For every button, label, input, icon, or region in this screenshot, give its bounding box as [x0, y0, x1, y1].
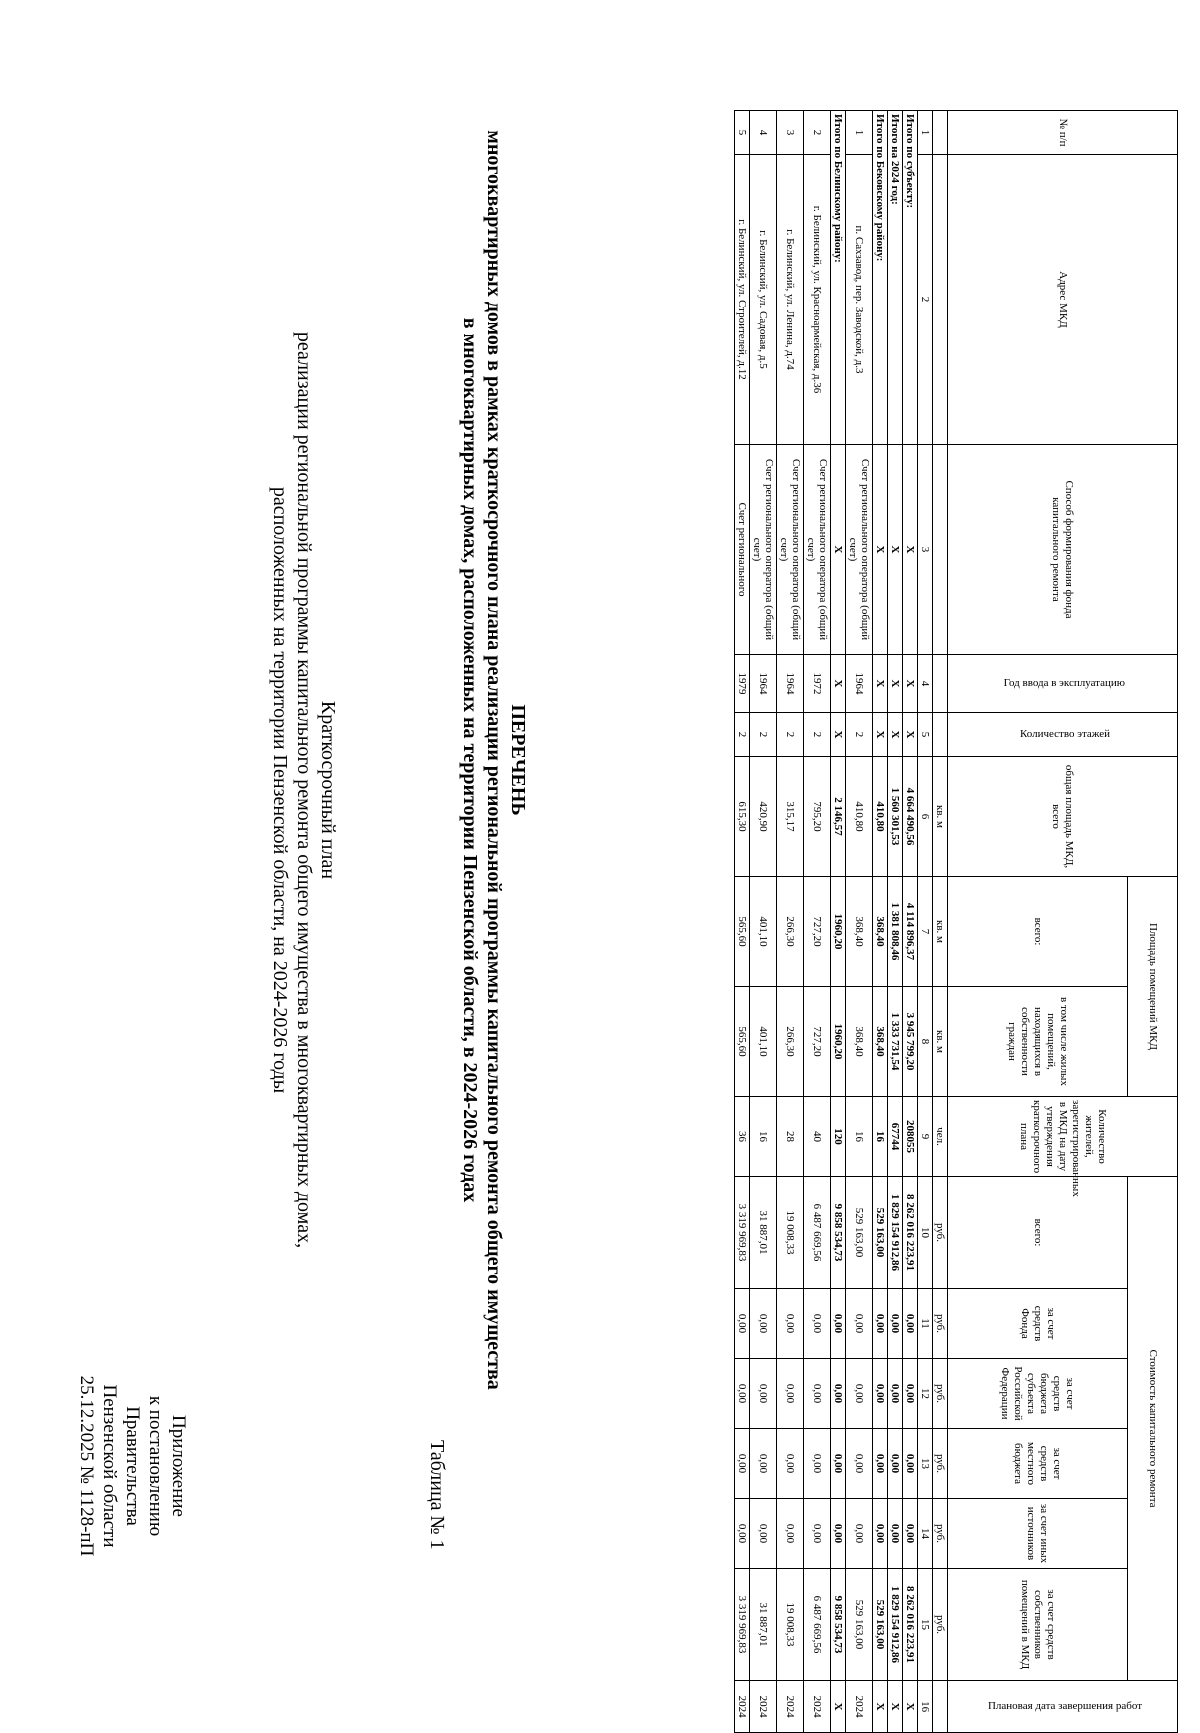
- table-row: [804, 111, 831, 1733]
- list-title: [458, 80, 530, 1440]
- cell-year: Х: [873, 655, 888, 713]
- unit-cell: чел.: [933, 1097, 948, 1177]
- appendix-line: к постановлению Правительства: [122, 1395, 166, 1537]
- plan-title-line: расположенных на территории Пензенской области, на 2024-2026 годы: [269, 486, 291, 1094]
- cell-total-area: 410,80: [873, 757, 888, 877]
- cell-residential: 727,20: [804, 987, 831, 1097]
- cell-residential: 3 945 799,20: [903, 987, 918, 1097]
- cell-total-area: 315,17: [777, 757, 804, 877]
- cell-premises: 1 381 808,46: [888, 877, 903, 987]
- cell-residential: 565,60: [735, 987, 750, 1097]
- cell-year: 1964: [750, 655, 777, 713]
- cell-federal: 0,00: [888, 1359, 903, 1429]
- cell-total-area: 615,30: [735, 757, 750, 877]
- column-number-cell: 7: [918, 877, 933, 987]
- plan-title-line: Краткосрочный план: [317, 700, 339, 880]
- col-header-premises-residential: в том числе жилых помещений, находящихся в собственности граждан: [948, 987, 1128, 1097]
- col-header-cost-federal: за счет средств бюджета субъекта Российской Федерации: [948, 1359, 1128, 1429]
- cell-fund: 0,00: [735, 1289, 750, 1359]
- cell-end: 2024: [735, 1681, 750, 1733]
- table-body: [735, 111, 918, 1733]
- row-label: Итого по Белинскому району:: [831, 111, 846, 445]
- cell-premises: 727,20: [804, 877, 831, 987]
- cell-residential: 1960,20: [831, 987, 846, 1097]
- cell-residents: 28: [777, 1097, 804, 1177]
- row-address: г. Белинский, ул. Красноармейская, д.36: [804, 155, 831, 445]
- appendix-line: Приложение: [168, 1415, 189, 1517]
- unit-cell: кв. м: [933, 877, 948, 987]
- appendix-block: [75, 1336, 190, 1596]
- cell-floors: Х: [903, 713, 918, 757]
- cell-cost-total: 9 858 534,73: [831, 1177, 846, 1289]
- cell-other: 0,00: [750, 1499, 777, 1569]
- cell-total-area: 1 560 301,53: [888, 757, 903, 877]
- column-number-cell: 16: [918, 1681, 933, 1733]
- column-numbers-row: [918, 111, 933, 1733]
- cell-fund: 0,00: [903, 1289, 918, 1359]
- col-header-cost-fund: за счет средств Фонда: [948, 1289, 1128, 1359]
- cell-year: 1964: [846, 655, 873, 713]
- col-header-cost-other: за счет иных источников: [948, 1499, 1128, 1569]
- table-row: [777, 111, 804, 1733]
- cell-owners: 8 262 016 223,91: [903, 1569, 918, 1681]
- cell-owners: 6 487 669,56: [804, 1569, 831, 1681]
- cell-local: 0,00: [846, 1429, 873, 1499]
- column-number-cell: 1: [918, 111, 933, 155]
- cell-floors: Х: [873, 713, 888, 757]
- cell-residential: 368,40: [873, 987, 888, 1097]
- cell-total-area: 410,80: [846, 757, 873, 877]
- col-header-premises-area: Площадь помещений МКД: [1128, 877, 1178, 1097]
- cell-other: 0,00: [903, 1499, 918, 1569]
- col-header-cost-total: всего:: [948, 1177, 1128, 1289]
- cell-residents: 67744: [888, 1097, 903, 1177]
- cell-method: Х: [888, 445, 903, 655]
- cell-total-area: 4 664 490,56: [903, 757, 918, 877]
- cell-local: 0,00: [873, 1429, 888, 1499]
- cell-cost-total: 8 262 016 223,91: [903, 1177, 918, 1289]
- cell-federal: 0,00: [846, 1359, 873, 1429]
- cell-end: 2024: [804, 1681, 831, 1733]
- unit-cell: руб.: [933, 1359, 948, 1429]
- list-title-line: многоквартирных домов в рамках краткосрочного плана реализации региональной программы капитального ремонта общего имущества: [483, 130, 505, 1390]
- cell-other: 0,00: [831, 1499, 846, 1569]
- row-number: 5: [735, 111, 750, 155]
- col-header-year: [948, 655, 1178, 713]
- cell-residential: 368,40: [846, 987, 873, 1097]
- cell-end: Х: [831, 1681, 846, 1733]
- row-address: г. Белинский, ул. Строителей, д.12: [735, 155, 750, 445]
- col-header-cost-owners: за счет средств собственников помещений в МКД: [948, 1569, 1128, 1681]
- unit-cell: руб.: [933, 1289, 948, 1359]
- row-label: Итого на 2024 год:: [888, 111, 903, 445]
- cell-floors: 2: [804, 713, 831, 757]
- cell-total-area: 2 146,57: [831, 757, 846, 877]
- appendix-line: 25.12.2025 № 1128-пП: [76, 1375, 97, 1557]
- col-header-year-text: Год ввода в эксплуатацию: [1003, 677, 1126, 689]
- table-row: [873, 111, 888, 1733]
- col-header-end-date: [948, 1681, 1178, 1733]
- cell-year: 1964: [777, 655, 804, 713]
- cell-federal: 0,00: [804, 1359, 831, 1429]
- cell-other: 0,00: [777, 1499, 804, 1569]
- cell-residents: 40: [804, 1097, 831, 1177]
- unit-cell: кв. м: [933, 757, 948, 877]
- cell-local: 0,00: [777, 1429, 804, 1499]
- cell-residents: 16: [873, 1097, 888, 1177]
- column-number-cell: 5: [918, 713, 933, 757]
- cell-owners: 31 887,01: [750, 1569, 777, 1681]
- cell-method: Х: [831, 445, 846, 655]
- cell-fund: 0,00: [873, 1289, 888, 1359]
- column-number-cell: 13: [918, 1429, 933, 1499]
- cell-residents: 36: [735, 1097, 750, 1177]
- plan-title: [268, 200, 340, 1380]
- cell-end: 2024: [846, 1681, 873, 1733]
- col-header-method: Способ формирования фонда капитального ремонта: [948, 445, 1178, 655]
- table-row: [903, 111, 918, 1733]
- cell-federal: 0,00: [750, 1359, 777, 1429]
- cell-method: Счет регионального оператора (общий счет): [777, 445, 804, 655]
- cell-federal: 0,00: [873, 1359, 888, 1429]
- row-label: Итого по Бековскому району:: [873, 111, 888, 445]
- row-number: 4: [750, 111, 777, 155]
- cell-floors: Х: [888, 713, 903, 757]
- column-number-cell: 2: [918, 155, 933, 445]
- cell-federal: 0,00: [831, 1359, 846, 1429]
- unit-cell: руб.: [933, 1499, 948, 1569]
- row-label: Итого по субъекту:: [903, 111, 918, 445]
- cell-method: Счет регионального оператора (общий счет): [804, 445, 831, 655]
- col-header-total-area: общая площадь МКД, всего: [948, 757, 1178, 877]
- unit-cell: руб.: [933, 1429, 948, 1499]
- cell-federal: 0,00: [903, 1359, 918, 1429]
- table-row: [831, 111, 846, 1733]
- column-number-cell: 4: [918, 655, 933, 713]
- cell-fund: 0,00: [888, 1289, 903, 1359]
- column-number-cell: 14: [918, 1499, 933, 1569]
- cell-other: 0,00: [804, 1499, 831, 1569]
- cell-other: 0,00: [735, 1499, 750, 1569]
- column-number-cell: 8: [918, 987, 933, 1097]
- cell-fund: 0,00: [777, 1289, 804, 1359]
- unit-cell: [933, 1681, 948, 1733]
- cell-cost-total: 6 487 669,56: [804, 1177, 831, 1289]
- cell-premises: 1960,20: [831, 877, 846, 987]
- cell-fund: 0,00: [846, 1289, 873, 1359]
- table-row: [735, 111, 750, 1733]
- table-row: [888, 111, 903, 1733]
- col-header-floors-text: Количество этажей: [1019, 728, 1110, 740]
- unit-cell: [933, 111, 948, 155]
- row-number: 1: [846, 111, 873, 155]
- cell-fund: 0,00: [804, 1289, 831, 1359]
- cell-federal: 0,00: [777, 1359, 804, 1429]
- cell-year: Х: [831, 655, 846, 713]
- row-address: г. Белинский, ул. Ленина, д.74: [777, 155, 804, 445]
- appendix-line: Пензенской области: [99, 1384, 120, 1548]
- cell-local: 0,00: [735, 1429, 750, 1499]
- cell-method: Счет регионального оператора (общий счет): [846, 445, 873, 655]
- cell-cost-total: 3 319 969,83: [735, 1177, 750, 1289]
- cell-owners: 1 829 154 912,86: [888, 1569, 903, 1681]
- table-row: [846, 111, 873, 1733]
- unit-cell: кв. м: [933, 987, 948, 1097]
- column-number-cell: 11: [918, 1289, 933, 1359]
- cell-residents: 208055: [903, 1097, 918, 1177]
- cell-owners: 19 008,33: [777, 1569, 804, 1681]
- cell-residents: 120: [831, 1097, 846, 1177]
- cell-method: Счет регионального: [735, 445, 750, 655]
- cell-premises: 368,40: [846, 877, 873, 987]
- cell-local: 0,00: [831, 1429, 846, 1499]
- unit-cell: [933, 155, 948, 445]
- cell-floors: 2: [750, 713, 777, 757]
- cell-end: Х: [903, 1681, 918, 1733]
- cell-fund: 0,00: [831, 1289, 846, 1359]
- cell-cost-total: 31 887,01: [750, 1177, 777, 1289]
- cell-end: 2024: [777, 1681, 804, 1733]
- cell-residential: 266,30: [777, 987, 804, 1097]
- cell-owners: 529 163,00: [873, 1569, 888, 1681]
- column-number-cell: 10: [918, 1177, 933, 1289]
- column-number-cell: 9: [918, 1097, 933, 1177]
- col-header-cost-local: за счет средств местного бюджета: [948, 1429, 1128, 1499]
- cell-floors: 2: [846, 713, 873, 757]
- cell-method: Х: [873, 445, 888, 655]
- unit-cell: руб.: [933, 1569, 948, 1681]
- cell-premises: 4 114 896,37: [903, 877, 918, 987]
- cell-year: Х: [903, 655, 918, 713]
- cell-premises: 565,60: [735, 877, 750, 987]
- cell-floors: 2: [777, 713, 804, 757]
- cell-local: 0,00: [903, 1429, 918, 1499]
- cell-fund: 0,00: [750, 1289, 777, 1359]
- cell-end: 2024: [750, 1681, 777, 1733]
- cell-premises: 266,30: [777, 877, 804, 987]
- col-header-address: Адрес МКД: [948, 155, 1178, 445]
- column-number-cell: 15: [918, 1569, 933, 1681]
- cell-method: Х: [903, 445, 918, 655]
- cell-local: 0,00: [888, 1429, 903, 1499]
- cell-year: Х: [888, 655, 903, 713]
- unit-cell: руб.: [933, 1177, 948, 1289]
- cell-cost-total: 1 829 154 912,86: [888, 1177, 903, 1289]
- cell-residential: 401,10: [750, 987, 777, 1097]
- cell-floors: Х: [831, 713, 846, 757]
- cell-other: 0,00: [846, 1499, 873, 1569]
- col-header-residents: Количество жителей, зарегистрированных в МКД на дату утверждения краткосрочного плана: [948, 1097, 1178, 1177]
- cell-owners: 529 163,00: [846, 1569, 873, 1681]
- cell-other: 0,00: [888, 1499, 903, 1569]
- unit-cell: [933, 713, 948, 757]
- row-address: п. Сахзавод, пер. Заводской, д.3: [846, 155, 873, 445]
- cell-owners: 9 858 534,73: [831, 1569, 846, 1681]
- row-number: 3: [777, 111, 804, 155]
- row-number: 2: [804, 111, 831, 155]
- cell-cost-total: 529 163,00: [873, 1177, 888, 1289]
- cell-cost-total: 529 163,00: [846, 1177, 873, 1289]
- cell-end: Х: [873, 1681, 888, 1733]
- cell-end: Х: [888, 1681, 903, 1733]
- plan-title-line: реализации региональной программы капитального ремонта общего имущества в многоквартирных домах,: [293, 331, 315, 1249]
- list-title-line: ПЕРЕЧЕНЬ: [507, 704, 529, 816]
- cell-residential: 1 333 731,54: [888, 987, 903, 1097]
- row-address: г. Белинский, ул. Садовая, д.5: [750, 155, 777, 445]
- column-number-cell: 12: [918, 1359, 933, 1429]
- cell-year: 1979: [735, 655, 750, 713]
- list-title-line: в многоквартирных домах, расположенных на территории Пензенской области, в 2024-2026 годах: [459, 317, 481, 1203]
- cell-residents: 16: [750, 1097, 777, 1177]
- cell-local: 0,00: [750, 1429, 777, 1499]
- column-number-cell: 3: [918, 445, 933, 655]
- table-number: Таблица № 1: [426, 1440, 448, 1550]
- units-row: [933, 111, 948, 1733]
- cell-premises: 368,40: [873, 877, 888, 987]
- cell-owners: 3 319 969,83: [735, 1569, 750, 1681]
- cell-floors: 2: [735, 713, 750, 757]
- unit-cell: [933, 655, 948, 713]
- cell-year: 1972: [804, 655, 831, 713]
- table-row: [750, 111, 777, 1733]
- cell-cost-total: 19 008,33: [777, 1177, 804, 1289]
- cell-total-area: 420,90: [750, 757, 777, 877]
- column-number-cell: 6: [918, 757, 933, 877]
- cell-local: 0,00: [804, 1429, 831, 1499]
- cell-total-area: 795,20: [804, 757, 831, 877]
- cell-federal: 0,00: [735, 1359, 750, 1429]
- cell-premises: 401,10: [750, 877, 777, 987]
- cell-other: 0,00: [873, 1499, 888, 1569]
- col-header-end-date-text: Плановая дата завершения работ: [987, 1700, 1142, 1713]
- col-header-cost-group: Стоимость капитального ремонта: [1128, 1177, 1178, 1681]
- col-header-floors: [948, 713, 1178, 757]
- unit-cell: [933, 445, 948, 655]
- col-header-num: № п/п: [948, 111, 1178, 155]
- cell-method: Счет регионального оператора (общий счет): [750, 445, 777, 655]
- col-header-premises-all: всего:: [948, 877, 1128, 987]
- buildings-table: [734, 110, 1178, 1733]
- cell-residents: 16: [846, 1097, 873, 1177]
